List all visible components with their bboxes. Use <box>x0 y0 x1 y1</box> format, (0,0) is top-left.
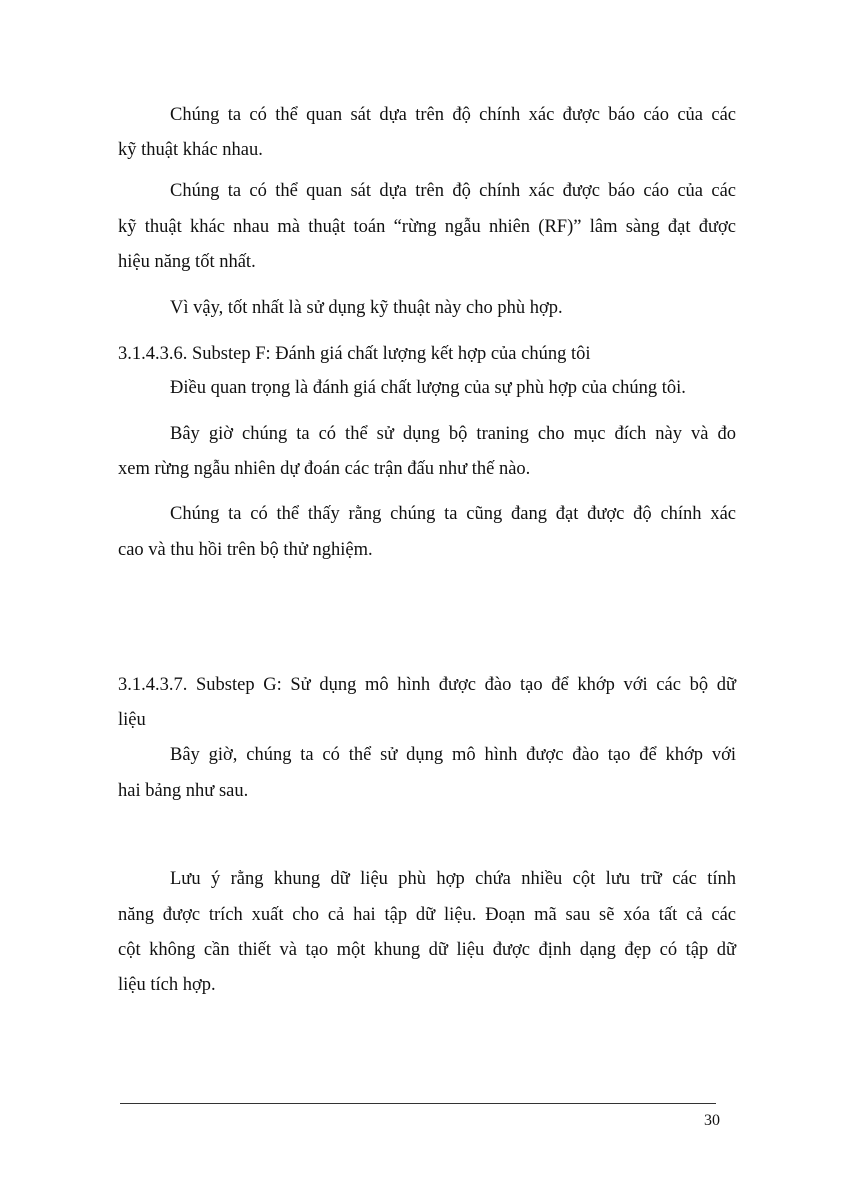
section-heading: 3.1.4.3.7. Substep G: Sử dụng mô hình được đào tạo để khớp với các bộ dữ <box>118 675 736 695</box>
paragraph-line: Bây giờ, chúng ta có thể sử dụng mô hình được đào tạo để khớp với <box>170 745 736 765</box>
paragraph-line: hai bảng như sau. <box>118 781 249 801</box>
paragraph-line: Chúng ta có thể thấy rằng chúng ta cũng đang đạt được độ chính xác <box>170 504 736 524</box>
paragraph-line: Lưu ý rằng khung dữ liệu phù hợp chứa nhiều cột lưu trữ các tính <box>170 869 736 889</box>
paragraph-line: Vì vậy, tốt nhất là sử dụng kỹ thuật này cho phù hợp. <box>170 298 563 318</box>
paragraph-line: Chúng ta có thể quan sát dựa trên độ chính xác được báo cáo của các <box>170 105 736 125</box>
paragraph-line: kỹ thuật khác nhau mà thuật toán “rừng ngẫu nhiên (RF)” lâm sàng đạt được <box>118 217 736 237</box>
paragraph-line: Điều quan trọng là đánh giá chất lượng của sự phù hợp của chúng tôi. <box>170 378 686 398</box>
section-heading: 3.1.4.3.6. Substep F: Đánh giá chất lượng kết hợp của chúng tôi <box>118 344 591 364</box>
paragraph-line: cột không cần thiết và tạo một khung dữ liệu được định dạng đẹp có tập dữ <box>118 940 736 960</box>
section-heading: liệu <box>118 710 146 730</box>
paragraph-line: năng được trích xuất cho cả hai tập dữ liệu. Đoạn mã sau sẽ xóa tất cả các <box>118 905 736 925</box>
paragraph-line: hiệu năng tốt nhất. <box>118 252 256 272</box>
footer-divider <box>120 1103 716 1104</box>
paragraph-line: Bây giờ chúng ta có thể sử dụng bộ traning cho mục đích này và đo <box>170 424 736 444</box>
paragraph-line: cao và thu hồi trên bộ thử nghiệm. <box>118 540 373 560</box>
page-number: 30 <box>704 1112 720 1129</box>
paragraph-line: kỹ thuật khác nhau. <box>118 140 263 160</box>
paragraph-line: Chúng ta có thể quan sát dựa trên độ chính xác được báo cáo của các <box>170 181 736 201</box>
paragraph-line: liệu tích hợp. <box>118 975 216 995</box>
paragraph-line: xem rừng ngẫu nhiên dự đoán các trận đấu như thế nào. <box>118 459 531 479</box>
